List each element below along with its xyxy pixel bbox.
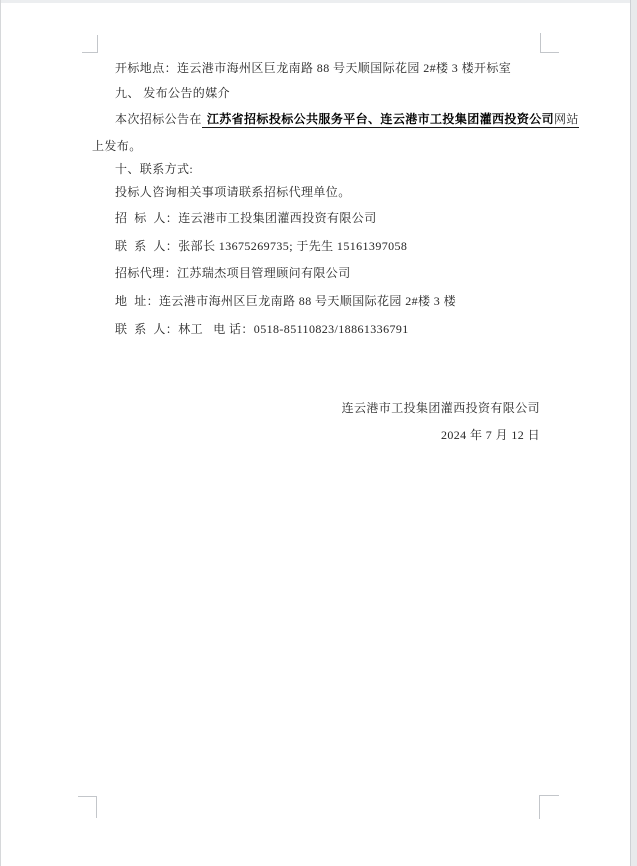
crop-mark-bottom-right (539, 795, 559, 819)
heading-section-ten: 十、联系方式: (115, 162, 194, 176)
line-contact-intro: 投标人咨询相关事项请联系招标代理单位。 (115, 185, 351, 199)
crop-mark-bottom-left (78, 796, 97, 818)
page-edge-top (0, 0, 637, 3)
line-address: 地 址：连云港市海州区巨龙南路 88 号天顺国际花园 2#楼 3 楼 (115, 294, 457, 308)
media-platforms-bold: 江苏省招标投标公共服务平台、连云港市工投集团灌西投资公司 (206, 112, 555, 126)
media-underlined-segment (202, 112, 579, 128)
signature-date: 2024 年 7 月 12 日 (440, 428, 540, 442)
line-agency-contact: 联 系 人：林工 电 话：0518-85110823/18861336791 (115, 322, 409, 336)
line-agency: 招标代理：江苏瑞杰项目管理顾问有限公司 (115, 266, 351, 280)
paragraph-media-line1 (115, 112, 579, 127)
media-sentence-prefix: 本次招标公告在 (115, 112, 202, 126)
line-contact-persons: 联 系 人：张部长 13675269735; 于先生 15161397058 (115, 239, 408, 253)
crop-mark-top-left (82, 35, 98, 53)
signature-company: 连云港市工投集团灌西投资有限公司 (341, 401, 540, 415)
line-open-location: 开标地点：连云港市海州区巨龙南路 88 号天顺国际花园 2#楼 3 楼开标室 (115, 61, 512, 75)
heading-section-nine: 九、 发布公告的媒介 (115, 86, 231, 100)
paragraph-media-line2: 上发布。 (92, 139, 142, 153)
line-tenderee: 招 标 人：连云港市工投集团灌西投资有限公司 (115, 211, 377, 225)
media-site-suffix: 网站 (554, 112, 579, 126)
page-edge-left (0, 0, 1, 866)
page-edge-right (630, 0, 637, 866)
crop-mark-top-right (540, 33, 559, 53)
